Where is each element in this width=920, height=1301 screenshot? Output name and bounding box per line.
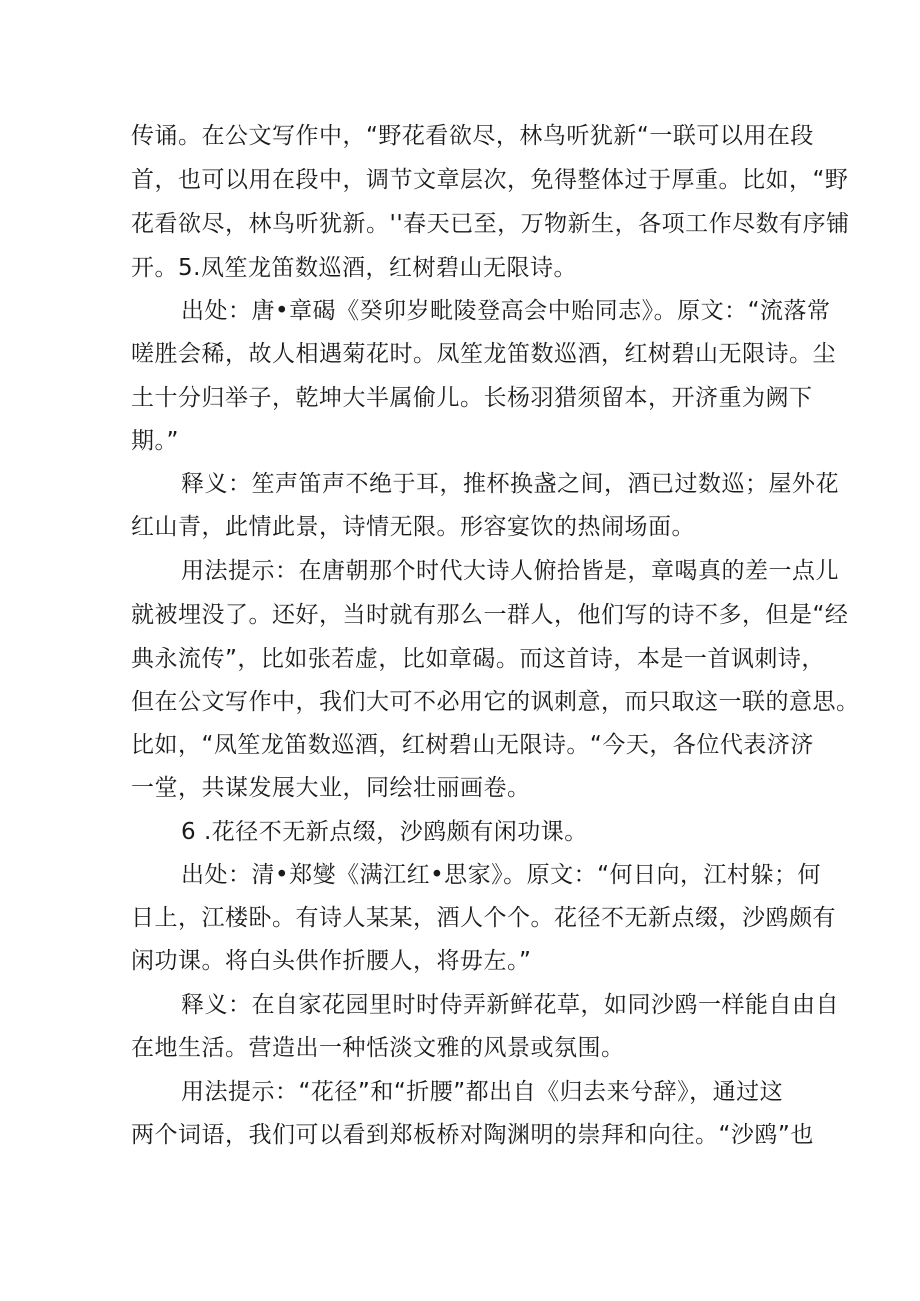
text-line: 出处：唐•章碣《癸卯岁毗陵登高会中贻同志》。原文：“流落常 xyxy=(181,298,831,324)
text-line: 花看欲尽，林鸟听犹新。''春天已至，万物新生，各项工作尽数有序铺 xyxy=(131,211,850,237)
text-line: 用法提示：在唐朝那个时代大诗人俯拾皆是，章喝真的差一点儿 xyxy=(181,558,839,584)
text-line: 期。” xyxy=(131,428,179,454)
text-line: 用法提示：“花径”和“折腰”都出自《归去来兮辞》，通过这 xyxy=(181,1079,784,1105)
text-line: 两个词语，我们可以看到郑板桥对陶渊明的崇拜和向往。“沙鸥”也 xyxy=(131,1122,814,1148)
text-line: 日上，江楼卧。有诗人某某，酒人个个。花径不无新点缀，沙鸥颇有 xyxy=(131,905,836,931)
text-line: 就被埋没了。还好，当时就有那么一群人，他们写的诗不多，但是“经 xyxy=(131,602,849,628)
text-line: 释义：笙声笛声不绝于耳，推杯换盏之间，酒已过数巡；屋外花 xyxy=(181,471,839,497)
text-line: 6 .花径不无新点缀，沙鸥颇有闲功课。 xyxy=(181,819,588,845)
text-line: 土十分归举子，乾坤大半属偷儿。长杨羽猎须留本，开济重为阙下 xyxy=(131,385,813,411)
text-line: 闲功课。将白头供作折腰人，将毋左。” xyxy=(131,948,532,974)
text-line: 一堂，共谋发展大业，同绘壮丽画卷。 xyxy=(131,775,531,801)
text-line: 比如，“凤笙龙笛数巡酒，红树碧山无限诗。“今天，各位代表济济 xyxy=(131,732,814,758)
text-line: 在地生活。营造出一种恬淡文雅的风景或氛围。 xyxy=(131,1035,625,1061)
text-line: 首，也可以用在段中，调节文章层次，免得整体过于厚重。比如，“野 xyxy=(131,167,849,193)
text-line: 释义：在自家花园里时时侍弄新鲜花草，如同沙鸥一样能自由自 xyxy=(181,992,839,1018)
text-line: 传诵。在公文写作中，“野花看欲尽，林鸟听犹新“一联可以用在段 xyxy=(131,123,814,149)
text-line: 出处：清•郑燮《满江红•思家》。原文：“何日向，江村躲；何 xyxy=(181,862,822,888)
text-line: 典永流传”，比如张若虚，比如章碣。而这首诗，本是一首讽刺诗， xyxy=(131,646,825,672)
text-line: 嗟胜会稀，故人相遇菊花时。凤笙龙笛数巡酒，红树碧山无限诗。尘 xyxy=(131,341,836,367)
text-line: 开。5.凤笙龙笛数巡酒，红树碧山无限诗。 xyxy=(131,255,577,281)
text-line: 但在公文写作中，我们大可不必用它的讽刺意，而只取这一联的意思。 xyxy=(131,689,860,715)
text-line: 红山青，此情此景，诗情无限。形容宴饮的热闹场面。 xyxy=(131,514,695,540)
